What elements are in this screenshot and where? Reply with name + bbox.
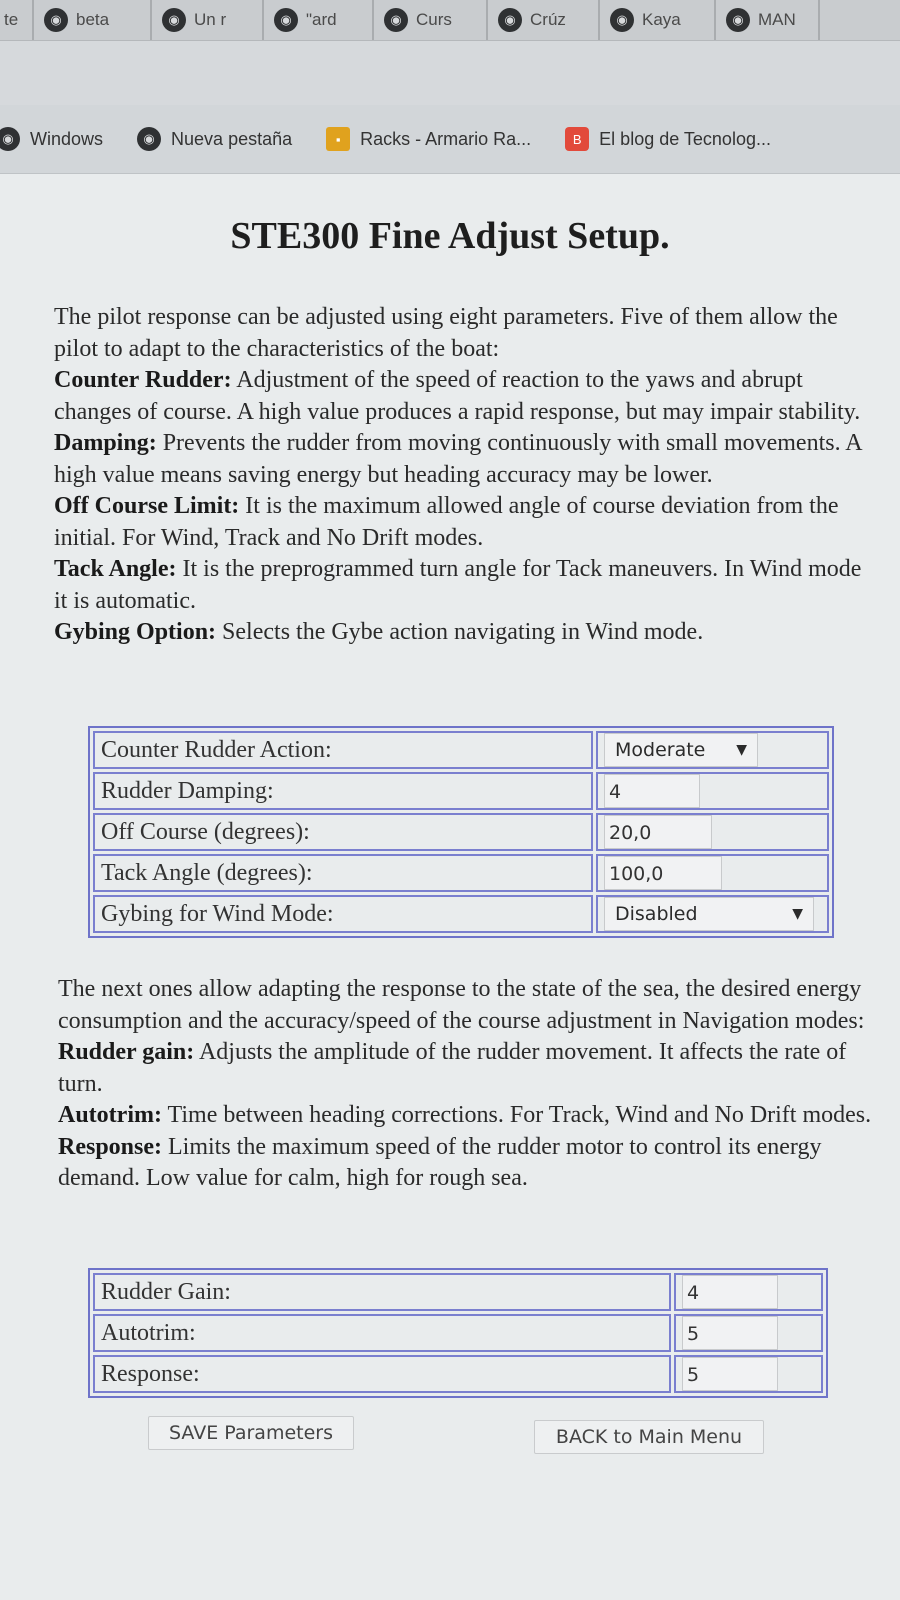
gybing-select[interactable]: [604, 897, 814, 931]
definition-counter-rudder: [54, 365, 874, 428]
table-row: [93, 895, 829, 933]
definition-response: [58, 1132, 878, 1195]
browser-tab[interactable]: [152, 0, 264, 40]
intro-text: The pilot response can be adjusted using eight parameters. Five of them allow the pilot to adapt to the characteristics of the boat:: [54, 304, 838, 362]
table-row: [93, 731, 829, 769]
definition-text: Time between heading corrections. For Track, Wind and No Drift modes.: [161, 1102, 872, 1128]
definition-text: Prevents the rudder from moving continuously with small movements. A high value means saving energy but heading accuracy may be lower.: [54, 430, 862, 488]
tack-angle-input[interactable]: 100,0: [604, 856, 722, 890]
definition-gybing-option: [54, 617, 874, 649]
select-value: Disabled: [615, 903, 698, 925]
globe-icon: ◉: [726, 8, 750, 32]
counter-rudder-select[interactable]: [604, 733, 758, 767]
definition-rudder-gain: [58, 1037, 878, 1100]
param-value-cell: [596, 895, 829, 933]
definition-term: Response:: [58, 1133, 163, 1160]
bookmark-nueva-pestana[interactable]: [137, 127, 292, 151]
bookmark-racks[interactable]: [326, 127, 531, 151]
definition-term: Tack Angle:: [54, 556, 177, 582]
browser-tab[interactable]: [264, 0, 374, 40]
response-input[interactable]: 5: [682, 1357, 778, 1391]
param-label: Counter Rudder Action:: [93, 731, 593, 769]
sea-state-paragraph: [58, 974, 878, 1195]
table-row: [93, 813, 829, 851]
definition-text: Limits the maximum speed of the rudder motor to control its energy demand. Low value for calm, high for rough sea.: [58, 1133, 822, 1191]
tab-label: Crúz: [530, 10, 566, 29]
dropdown-arrow-icon: ▼: [792, 906, 803, 922]
definition-damping: [54, 428, 874, 491]
tab-label: "ard: [306, 10, 337, 29]
rudder-gain-input[interactable]: 4: [682, 1275, 778, 1309]
param-label: Off Course (degrees):: [93, 813, 593, 851]
save-parameters-button[interactable]: SAVE Parameters: [148, 1416, 354, 1450]
intro-text: The next ones allow adapting the response to the state of the sea, the desired energy consumption and the accuracy/speed of the course adjustment in Navigation modes:: [58, 976, 865, 1034]
definition-autotrim: [58, 1100, 878, 1132]
param-value-cell: [596, 813, 829, 851]
param-value-cell: [674, 1355, 823, 1393]
definition-text: Adjusts the amplitude of the rudder movement. It affects the rate of turn.: [58, 1039, 847, 1097]
globe-icon: ◉: [610, 8, 634, 32]
globe-icon: ◉: [162, 8, 186, 32]
param-value-cell: [596, 772, 829, 810]
param-label: Rudder Gain:: [93, 1273, 671, 1311]
browser-tab[interactable]: [0, 0, 34, 40]
table-row: [93, 772, 829, 810]
param-value-cell: [596, 731, 829, 769]
navigation-parameters-table: [88, 1268, 828, 1398]
globe-icon: ◉: [137, 127, 161, 151]
definition-term: Rudder gain:: [58, 1039, 195, 1065]
tab-label: te: [4, 10, 19, 29]
off-course-input[interactable]: 20,0: [604, 815, 712, 849]
param-label: Tack Angle (degrees):: [93, 854, 593, 892]
browser-tab[interactable]: [600, 0, 716, 40]
definition-term: Off Course Limit:: [54, 493, 240, 519]
orange-square-icon: ▪: [326, 127, 350, 151]
page-content: [0, 174, 900, 1600]
definition-term: Counter Rudder:: [54, 367, 232, 393]
param-value-cell: [674, 1273, 823, 1311]
definition-text: It is the preprogrammed turn angle for Tack maneuvers. In Wind mode it is automatic.: [54, 556, 862, 614]
browser-tab[interactable]: [374, 0, 488, 40]
browser-tab[interactable]: [488, 0, 600, 40]
globe-icon: ◉: [44, 8, 68, 32]
tab-label: beta: [76, 10, 110, 29]
rudder-damping-input[interactable]: 4: [604, 774, 700, 808]
bookmark-label: Racks - Armario Ra...: [360, 128, 532, 149]
tab-label: Un r: [194, 10, 227, 29]
definition-text: Adjustment of the speed of reaction to the yaws and abrupt changes of course. A high value produces a rapid response, but may impair stability.: [54, 367, 861, 425]
table-row: [93, 854, 829, 892]
tab-label: Kaya: [642, 10, 681, 29]
definition-text: It is the maximum allowed angle of course deviation from the initial. For Wind, Track and No Drift modes.: [54, 493, 839, 551]
param-label: Autotrim:: [93, 1314, 671, 1352]
definition-tack-angle: [54, 554, 874, 617]
bookmarks-bar: [0, 105, 900, 174]
definition-term: Damping:: [54, 430, 157, 456]
bookmark-windows[interactable]: [0, 127, 103, 151]
param-value-cell: [596, 854, 829, 892]
boat-parameters-table: [88, 726, 834, 938]
tab-label: Curs: [416, 10, 452, 29]
globe-icon: ◉: [498, 8, 522, 32]
bookmark-blog-tecnologia[interactable]: [565, 127, 771, 151]
dropdown-arrow-icon: ▼: [736, 742, 747, 758]
browser-tab-strip: [0, 0, 900, 41]
table-row: [93, 1314, 823, 1352]
intro-paragraph: [54, 302, 874, 649]
page-title: STE300 Fine Adjust Setup.: [230, 215, 670, 257]
param-value-cell: [674, 1314, 823, 1352]
autotrim-input[interactable]: 5: [682, 1316, 778, 1350]
table-row: [93, 1273, 823, 1311]
select-value: Moderate: [615, 739, 706, 761]
globe-icon: ◉: [0, 127, 20, 151]
definition-off-course-limit: [54, 491, 874, 554]
browser-toolbar: [0, 41, 900, 105]
back-to-main-menu-button[interactable]: BACK to Main Menu: [534, 1420, 764, 1454]
globe-icon: ◉: [384, 8, 408, 32]
definition-term: Autotrim:: [58, 1102, 162, 1128]
bookmark-label: Windows: [30, 128, 104, 149]
bookmark-label: El blog de Tecnolog...: [599, 128, 771, 149]
param-label: Response:: [93, 1355, 671, 1393]
param-label: Rudder Damping:: [93, 772, 593, 810]
bookmark-label: Nueva pestaña: [171, 128, 293, 149]
globe-icon: ◉: [274, 8, 298, 32]
browser-tab[interactable]: [716, 0, 820, 40]
definition-term: Gybing Option:: [54, 619, 217, 645]
browser-tab[interactable]: [34, 0, 152, 40]
table-row: [93, 1355, 823, 1393]
definition-text: Selects the Gybe action navigating in Wind mode.: [216, 619, 704, 645]
param-label: Gybing for Wind Mode:: [93, 895, 593, 933]
red-blogger-icon: B: [565, 127, 589, 151]
tab-label: MAN: [758, 10, 796, 29]
